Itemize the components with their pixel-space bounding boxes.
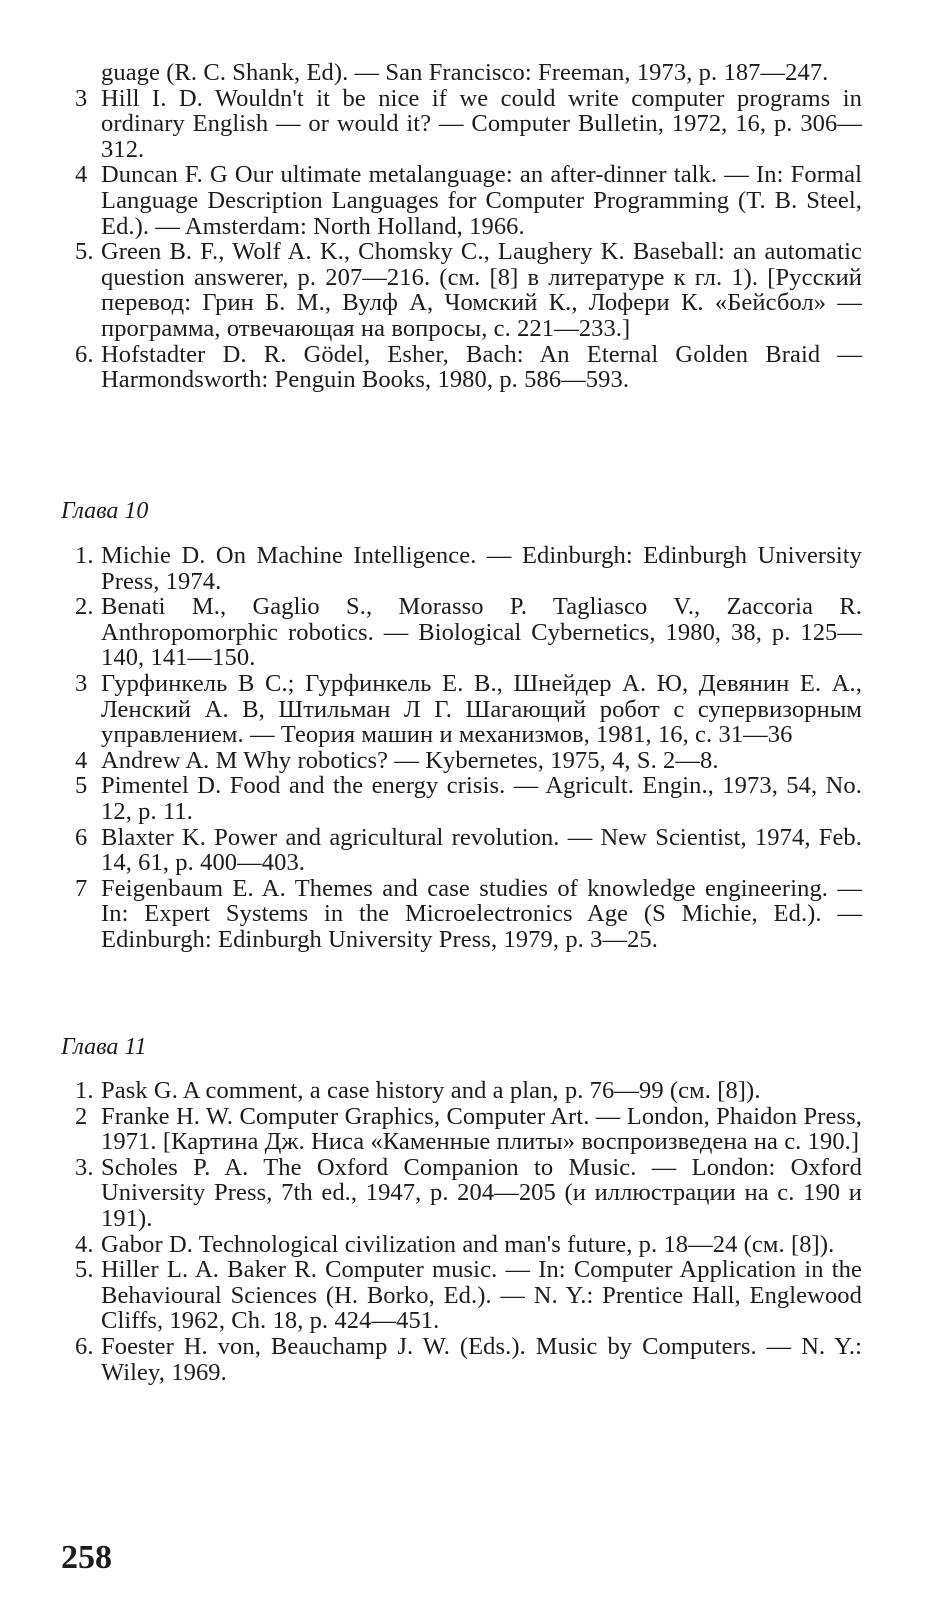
reference-list-chapter-11: [0, 1078, 938, 1385]
reference-item: [0, 239, 938, 341]
reference-text: Blaxter K. Power and agricultural revolution. — New Scientist, 1974, Feb. 14, 61, p. 400—403.: [101, 823, 862, 877]
reference-number: 6.: [75, 340, 94, 368]
reference-text: Duncan F. G Our ultimate metalanguage: an after-dinner talk. — In: Formal Language Description Languages for Computer Programming (T. B. Steel, Ed.). — Amsterdam: North Holland, 1966.: [101, 161, 862, 240]
reference-text: Foester H. von, Beauchamp J. W. (Eds.). Music by Computers. — N. Y.: Wiley, 1969.: [101, 1332, 862, 1386]
reference-item: [0, 86, 938, 163]
reference-number: 3: [75, 84, 88, 112]
reference-item: [0, 1155, 938, 1232]
reference-number: 2: [75, 1102, 88, 1130]
reference-text: Pask G. A comment, a case history and a plan, p. 76—99 (см. [8]).: [101, 1077, 761, 1104]
reference-item: [0, 1232, 938, 1258]
reference-item: [0, 825, 938, 876]
reference-text: Gabor D. Technological civilization and man's future, p. 18—24 (см. [8]).: [101, 1230, 835, 1258]
reference-item: [0, 748, 938, 774]
reference-number: 4: [75, 746, 88, 774]
reference-text: Hill I. D. Wouldn't it be nice if we could write computer programs in ordinary English — or would it? — Computer Bulletin, 1972, 16, p. 306—312.: [101, 84, 862, 163]
reference-number: [75, 60, 101, 86]
page-number: 258: [61, 1539, 112, 1576]
chapter-11-heading: Глава 11: [61, 1034, 147, 1060]
reference-number: 2.: [75, 593, 94, 621]
reference-text: Гурфинкель В С.; Гурфинкель Е. В., Шнейдер А. Ю, Девянин Е. А., Ленский А. В, Штильман Л Г. Шагающий робот с супервизорным управлением. — Теория машин и механизмов, 1981, 16, с. 31—36: [101, 669, 862, 749]
reference-number: 3.: [75, 1153, 94, 1181]
reference-text: Green B. F., Wolf A. K., Chomsky C., Laughery K. Baseball: an automatic question answerer, p. 207—216. (см. [8] в литературе к гл. 1). [Русский перевод: Грин Б. М., Вулф А, Чомский К., Лофери К. «Бейсбол» — программа, отвечающая на вопросы, с. 221—233.]: [101, 238, 862, 342]
reference-item: [0, 594, 938, 671]
reference-item: [0, 1257, 938, 1334]
reference-item: [0, 162, 938, 239]
reference-list-chapter-10: [0, 543, 938, 953]
reference-item: [0, 543, 938, 594]
reference-text: Andrew A. M Why robotics? — Kybernetes, 1975, 4, S. 2—8.: [101, 746, 719, 774]
reference-text: Hiller L. A. Baker R. Computer music. — In: Computer Application in the Behavioural Sciences (H. Borko, Ed.). — N. Y.: Prentice Hall, Englewood Cliffs, 1962, Ch. 18, p. 424—451.: [101, 1256, 862, 1335]
reference-list-chapter-9: [0, 60, 938, 393]
reference-text: Benati M., Gaglio S., Morasso P. Tagliasco V., Zaccoria R. Anthropomorphic robotics. — Biological Cybernetics, 1980, 38, p. 125—140, 141—150.: [101, 593, 862, 672]
reference-item: [0, 671, 938, 748]
reference-number: 1.: [75, 542, 94, 569]
reference-number: 3: [75, 669, 88, 697]
reference-number: 4: [75, 161, 88, 189]
reference-number: 7: [75, 874, 88, 902]
reference-number: 5.: [75, 238, 94, 266]
reference-item: [0, 1334, 938, 1385]
reference-text: Hofstadter D. R. Gödel, Esher, Bach: An Eternal Golden Braid — Harmondsworth: Penguin Books, 1980, p. 586—593.: [101, 340, 862, 394]
reference-number: 6: [75, 823, 88, 851]
reference-item: [0, 773, 938, 824]
reference-text: Feigenbaum E. A. Themes and case studies of knowledge engineering. — In: Expert Systems in the Microelectronics Age (S Michie, Ed.). — Edinburgh: Edinburgh University Press, 1979, p. 3—25.: [101, 874, 862, 953]
reference-text: Pimentel D. Food and the energy crisis. — Agricult. Engin., 1973, 54, No. 12, p. 11.: [101, 772, 862, 825]
reference-number: 1.: [75, 1077, 94, 1104]
reference-item: [0, 876, 938, 953]
reference-text: guage (R. C. Shank, Ed). — San Francisco: Freeman, 1973, p. 187—247.: [101, 59, 829, 86]
reference-number: 5: [75, 772, 88, 800]
reference-item-continuation: [0, 60, 938, 86]
reference-number: 4.: [75, 1230, 94, 1258]
reference-number: 6.: [75, 1332, 94, 1360]
reference-text: Franke H. W. Computer Graphics, Computer Art. — London, Phaidon Press, 1971. [Картина Дж. Ниса «Каменные плиты» воспроизведена на с. 190.]: [101, 1102, 862, 1156]
reference-text: Michie D. On Machine Intelligence. — Edinburgh: Edinburgh University Press, 1974.: [101, 542, 862, 595]
reference-text: Scholes P. A. The Oxford Companion to Music. — London: Oxford University Press, 7th ed., 1947, p. 204—205 (и иллюстрации на с. 190 и 191).: [101, 1153, 862, 1232]
reference-item: [0, 342, 938, 393]
reference-item: [0, 1104, 938, 1155]
reference-number: 5.: [75, 1256, 94, 1284]
reference-item: [0, 1078, 938, 1104]
chapter-10-heading: Глава 10: [61, 498, 149, 524]
